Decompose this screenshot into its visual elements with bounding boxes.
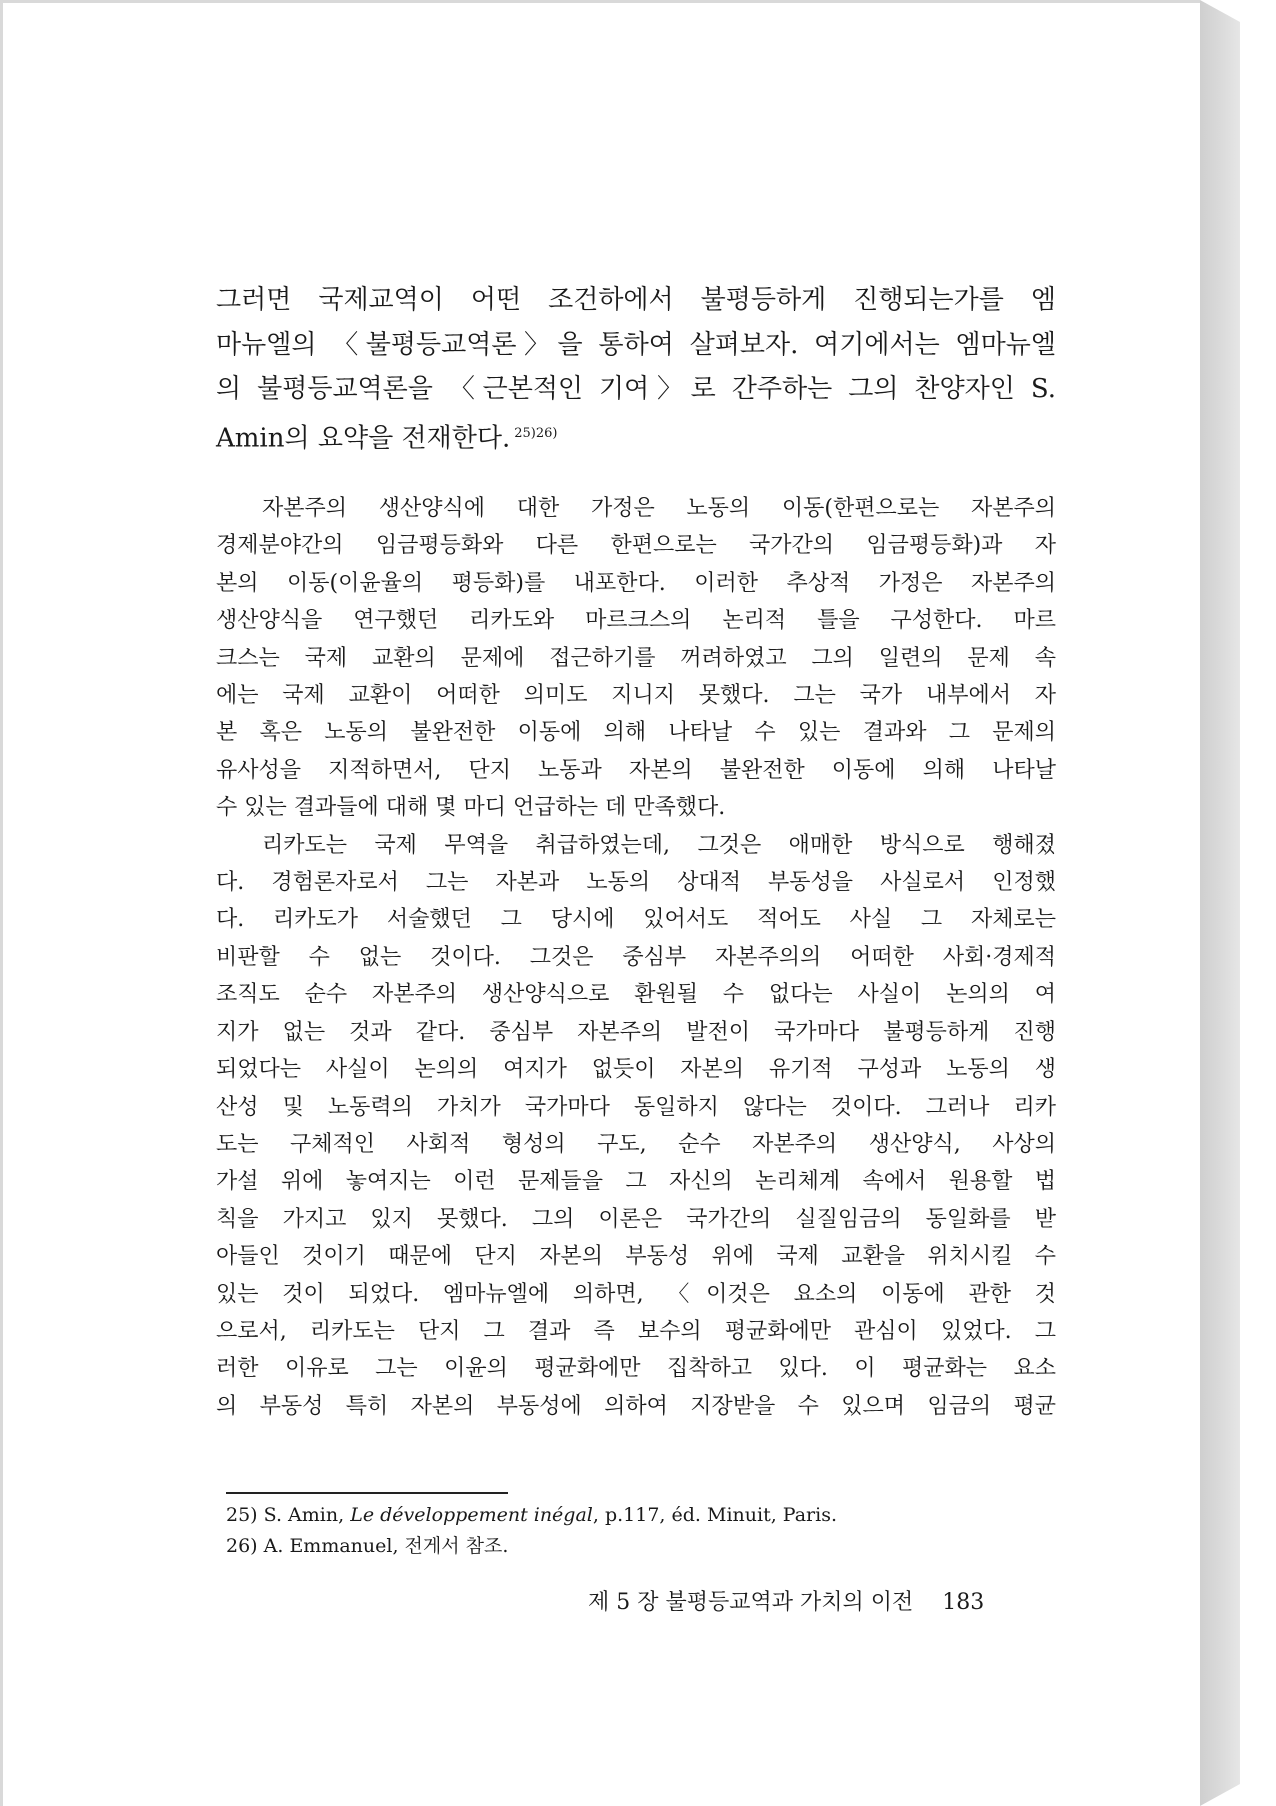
quote-line: 다. 경험론자로서 그는 자본과 노동의 상대적 부동성을 사실로서 인정했 <box>216 870 1056 896</box>
footnote-text: A. Emmanuel, 전게서 참조. <box>263 1535 509 1557</box>
footnote-text: , p.117, éd. Minuit, Paris. <box>592 1504 837 1526</box>
footnotes <box>226 1500 837 1562</box>
page-stack-edge <box>1200 0 1240 1806</box>
quote-line: 가설 위에 놓여지는 이런 문제들을 그 자신의 논리체계 속에서 원용할 법 <box>216 1169 1056 1195</box>
quote-line: 수 있는 결과들에 대해 몇 마디 언급하는 데 만족했다. <box>216 795 726 821</box>
running-footer <box>588 1585 984 1616</box>
quote-line: 러한 이유로 그는 이윤의 평균화에만 집착하고 있다. 이 평균화는 요소 <box>216 1356 1056 1382</box>
quote-line: 본 혹은 노동의 불완전한 이동에 의해 나타날 수 있는 결과와 그 문제의 <box>216 720 1056 746</box>
intro-line: 그러면 국제교역이 어떤 조건하에서 불평등하게 진행되는가를 엠 <box>216 285 1056 315</box>
quote-line: 지가 없는 것과 같다. 중심부 자본주의 발전이 국가마다 불평등하게 진행 <box>216 1019 1056 1045</box>
chapter-label: 제 5 장 <box>588 1590 659 1615</box>
quote-line: 있는 것이 되었다. 엠마뉴엘에 의하면, 〈이것은 요소의 이동에 관한 것 <box>216 1281 1056 1307</box>
quote-line: 으로서, 리카도는 단지 그 결과 즉 보수의 평균화에만 관심이 있었다. 그 <box>216 1318 1056 1344</box>
quote-line: 칙을 가지고 있지 못했다. 그의 이론은 국가간의 실질임금의 동일화를 받 <box>216 1206 1056 1232</box>
footnote-rule <box>226 1492 508 1494</box>
chapter-title: 불평등교역과 가치의 이전 <box>665 1590 914 1615</box>
quote-line: 산성 및 노동력의 가치가 국가마다 동일하지 않다는 것이다. 그러나 리카 <box>216 1094 1056 1120</box>
footnote-book-title: Le développement inégal <box>350 1504 593 1526</box>
intro-line-last <box>216 412 1056 461</box>
footnote-reference: 25)26) <box>514 425 558 441</box>
quote-line: 비판할 수 없는 것이다. 그것은 중심부 자본주의의 어떠한 사회·경제적 <box>216 944 1056 970</box>
quote-line: 다. 리카도가 서술했던 그 당시에 있어서도 적어도 사실 그 자체로는 <box>216 907 1056 933</box>
intro-paragraph <box>216 278 1056 461</box>
quote-line: 도는 구체적인 사회적 형성의 구도, 순수 자본주의 생산양식, 사상의 <box>216 1131 1056 1157</box>
intro-line-text: Amin의 요약을 전재한다. <box>216 423 511 454</box>
quote-line: 경제분야간의 임금평등화와 다른 한편으로는 국가간의 임금평등화)과 자 <box>216 533 1056 559</box>
intro-line: 마뉴엘의 〈불평등교역론〉을 통하여 살펴보자. 여기에서는 엠마뉴엘 <box>216 329 1056 360</box>
footnote-item <box>226 1531 837 1562</box>
quote-line: 의 부동성 특히 자본의 부동성에 의하여 지장받을 수 있으며 임금의 평균 <box>216 1393 1056 1419</box>
quote-line: 유사성을 지적하면서, 단지 노동과 자본의 불완전한 이동에 의해 나타날 <box>216 757 1056 783</box>
quote-line: 리카도는 국제 무역을 취급하였는데, 그것은 애매한 방식으로 행해졌 <box>262 832 1056 858</box>
quote-line: 본의 이동(이윤율의 평등화)를 내포한다. 이러한 추상적 가정은 자본주의 <box>216 570 1056 596</box>
quote-line: 생산양식을 연구했던 리카도와 마르크스의 논리적 틀을 구성한다. 마르 <box>216 608 1056 634</box>
footnote-item <box>226 1500 837 1531</box>
quoted-passage <box>216 490 1056 1425</box>
footnote-text: S. Amin, <box>263 1504 351 1526</box>
quote-line: 되었다는 사실이 논의의 여지가 없듯이 자본의 유기적 구성과 노동의 생 <box>216 1057 1056 1083</box>
intro-line: 의 불평등교역론을 〈근본적인 기여〉로 간주하는 그의 찬양자인 S. <box>216 374 1056 404</box>
quote-line: 조직도 순수 자본주의 생산양식으로 환원될 수 없다는 사실이 논의의 여 <box>216 982 1056 1008</box>
quote-line: 크스는 국제 교환의 문제에 접근하기를 꺼려하였고 그의 일련의 문제 속 <box>216 645 1056 671</box>
footnote-number: 26) <box>226 1535 258 1557</box>
quote-line: 자본주의 생산양식에 대한 가정은 노동의 이동(한편으로는 자본주의 <box>262 496 1056 521</box>
footnote-number: 25) <box>226 1504 258 1526</box>
page-number: 183 <box>942 1590 985 1615</box>
quote-line: 에는 국제 교환이 어떠한 의미도 지니지 못했다. 그는 국가 내부에서 자 <box>216 683 1056 709</box>
quote-line: 아들인 것이기 때문에 단지 자본의 부동성 위에 국제 교환을 위치시킬 수 <box>216 1244 1056 1270</box>
